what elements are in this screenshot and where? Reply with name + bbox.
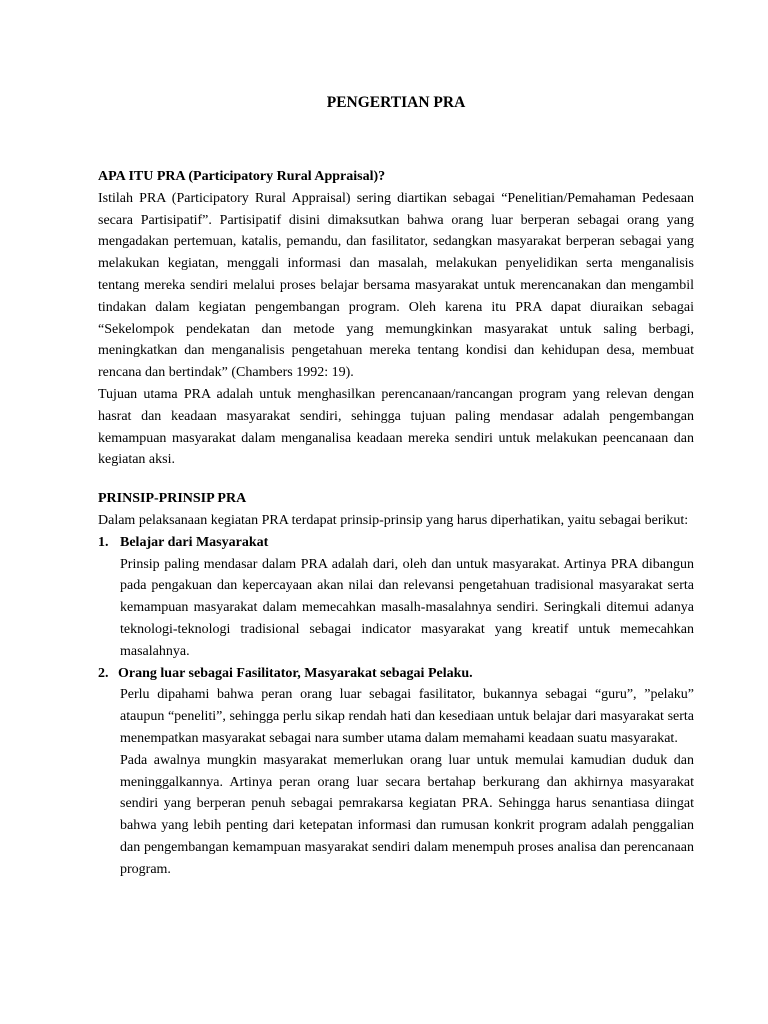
paragraph-istilah-pra: Istilah PRA (Participatory Rural Appraisal) sering diartikan sebagai “Penelitian/Pemahaman Pedesaan secara Partisipatif”. Partisipatif disini dimaksutkan bahwa orang luar berperan sebagai orang yang mengadakan pertemuan, katalis, pemandu, dan fasilitator, sedangkan masyarakat berperan sebagai yang melakukan kegiatan, menggali informasi dan masalah, melakukan penyelidikan serta menganalisis tentang mereka sendiri melalui proses belajar bersama masyarakat untuk merencanakan dan mengambil tindakan dalam kegiatan pengembangan program. Oleh karena itu PRA dapat diuraikan sebagai “Sekelompok pendekatan dan metode yang memungkinkan masyarakat untuk saling berbagi, meningkatkan dan menganalisis pengetahuan mereka tentang kondisi dan kehidupan desa, membuat rencana dan bertindak” (Chambers 1992: 19). <box>98 190 694 381</box>
list-title-text: Belajar dari Masyarakat <box>120 534 269 550</box>
paragraph-prinsip-intro: Dalam pelaksanaan kegiatan PRA terdapat prinsip-prinsip yang harus diperhatikan, yaitu sebagai berikut: <box>98 512 689 528</box>
list-item-body <box>98 684 694 880</box>
paragraph-belajar: Prinsip paling mendasar dalam PRA adalah dari, oleh dan untuk masyarakat. Artinya PRA dibangun pada pengakuan dan kepercayaan akan nilai dan relevansi pengetahuan tradisional masyarakat serta kemampuan masyarakat dalam memecahkan masalh-masalahnya sendiri. Seringkali ditemui adanya teknologi-teknologi tradisional sebagai indicator masyarakat yang kreatif untuk memecahkan masalahnya. <box>120 556 694 659</box>
section-heading-prinsip-pra: PRINSIP-PRINSIP PRA <box>98 491 247 507</box>
list-number: 1. <box>98 534 109 550</box>
document-title: PENGERTIAN PRA <box>326 94 466 111</box>
paragraph-awalnya: Pada awalnya mungkin masyarakat memerlukan orang luar untuk memulai kamudian duduk dan meninggalkannya. Artinya peran orang luar secara bertahap berkurang dan akhirnya masyarakat sendiri yang berperan penuh sebagai pemrakarsa kegiatan PRA. Sehingga harus senantiasa diingat bahwa yang lebih penting dari ketepatan informasi dan rumusan konkrit program adalah penggalian dan pengembangan kemampuan masyarakat sendiri dalam menempuh proses analisa dan perencanaan program. <box>120 752 694 877</box>
list-item-title <box>98 532 694 554</box>
section-heading-apa-itu-pra: APA ITU PRA (Participatory Rural Appraisal)? <box>98 169 386 184</box>
list-item-title <box>98 663 694 685</box>
list-item-belajar <box>98 532 694 663</box>
list-title-text: Orang luar sebagai Fasilitator, Masyarakat sebagai Pelaku. <box>118 665 473 681</box>
paragraph-tujuan-utama: Tujuan utama PRA adalah untuk menghasilkan perencanaan/rancangan program yang relevan dengan hasrat dan keadaan masyarakat sendiri, sehingga tujuan paling mendasar adalah pengembangan kemampuan masyarakat dalam menganalisa keadaan mereka sendiri untuk melakukan peencanaan dan kegiatan aksi. <box>98 386 694 468</box>
list-number: 2. <box>98 665 109 681</box>
list-item-body <box>98 554 694 663</box>
paragraph-peran-fasilitator: Perlu dipahami bahwa peran orang luar sebagai fasilitator, bukannya sebagai “guru”, ”pelaku” ataupun “peneliti”, sehingga perlu sikap rendah hati dan kesediaan untuk belajar dari masyarakat serta menempatkan masyarakat sebagai nara sumber utama dalam memahami keadaan suatu masyarakat. <box>120 687 694 746</box>
list-item-fasilitator <box>98 663 694 881</box>
